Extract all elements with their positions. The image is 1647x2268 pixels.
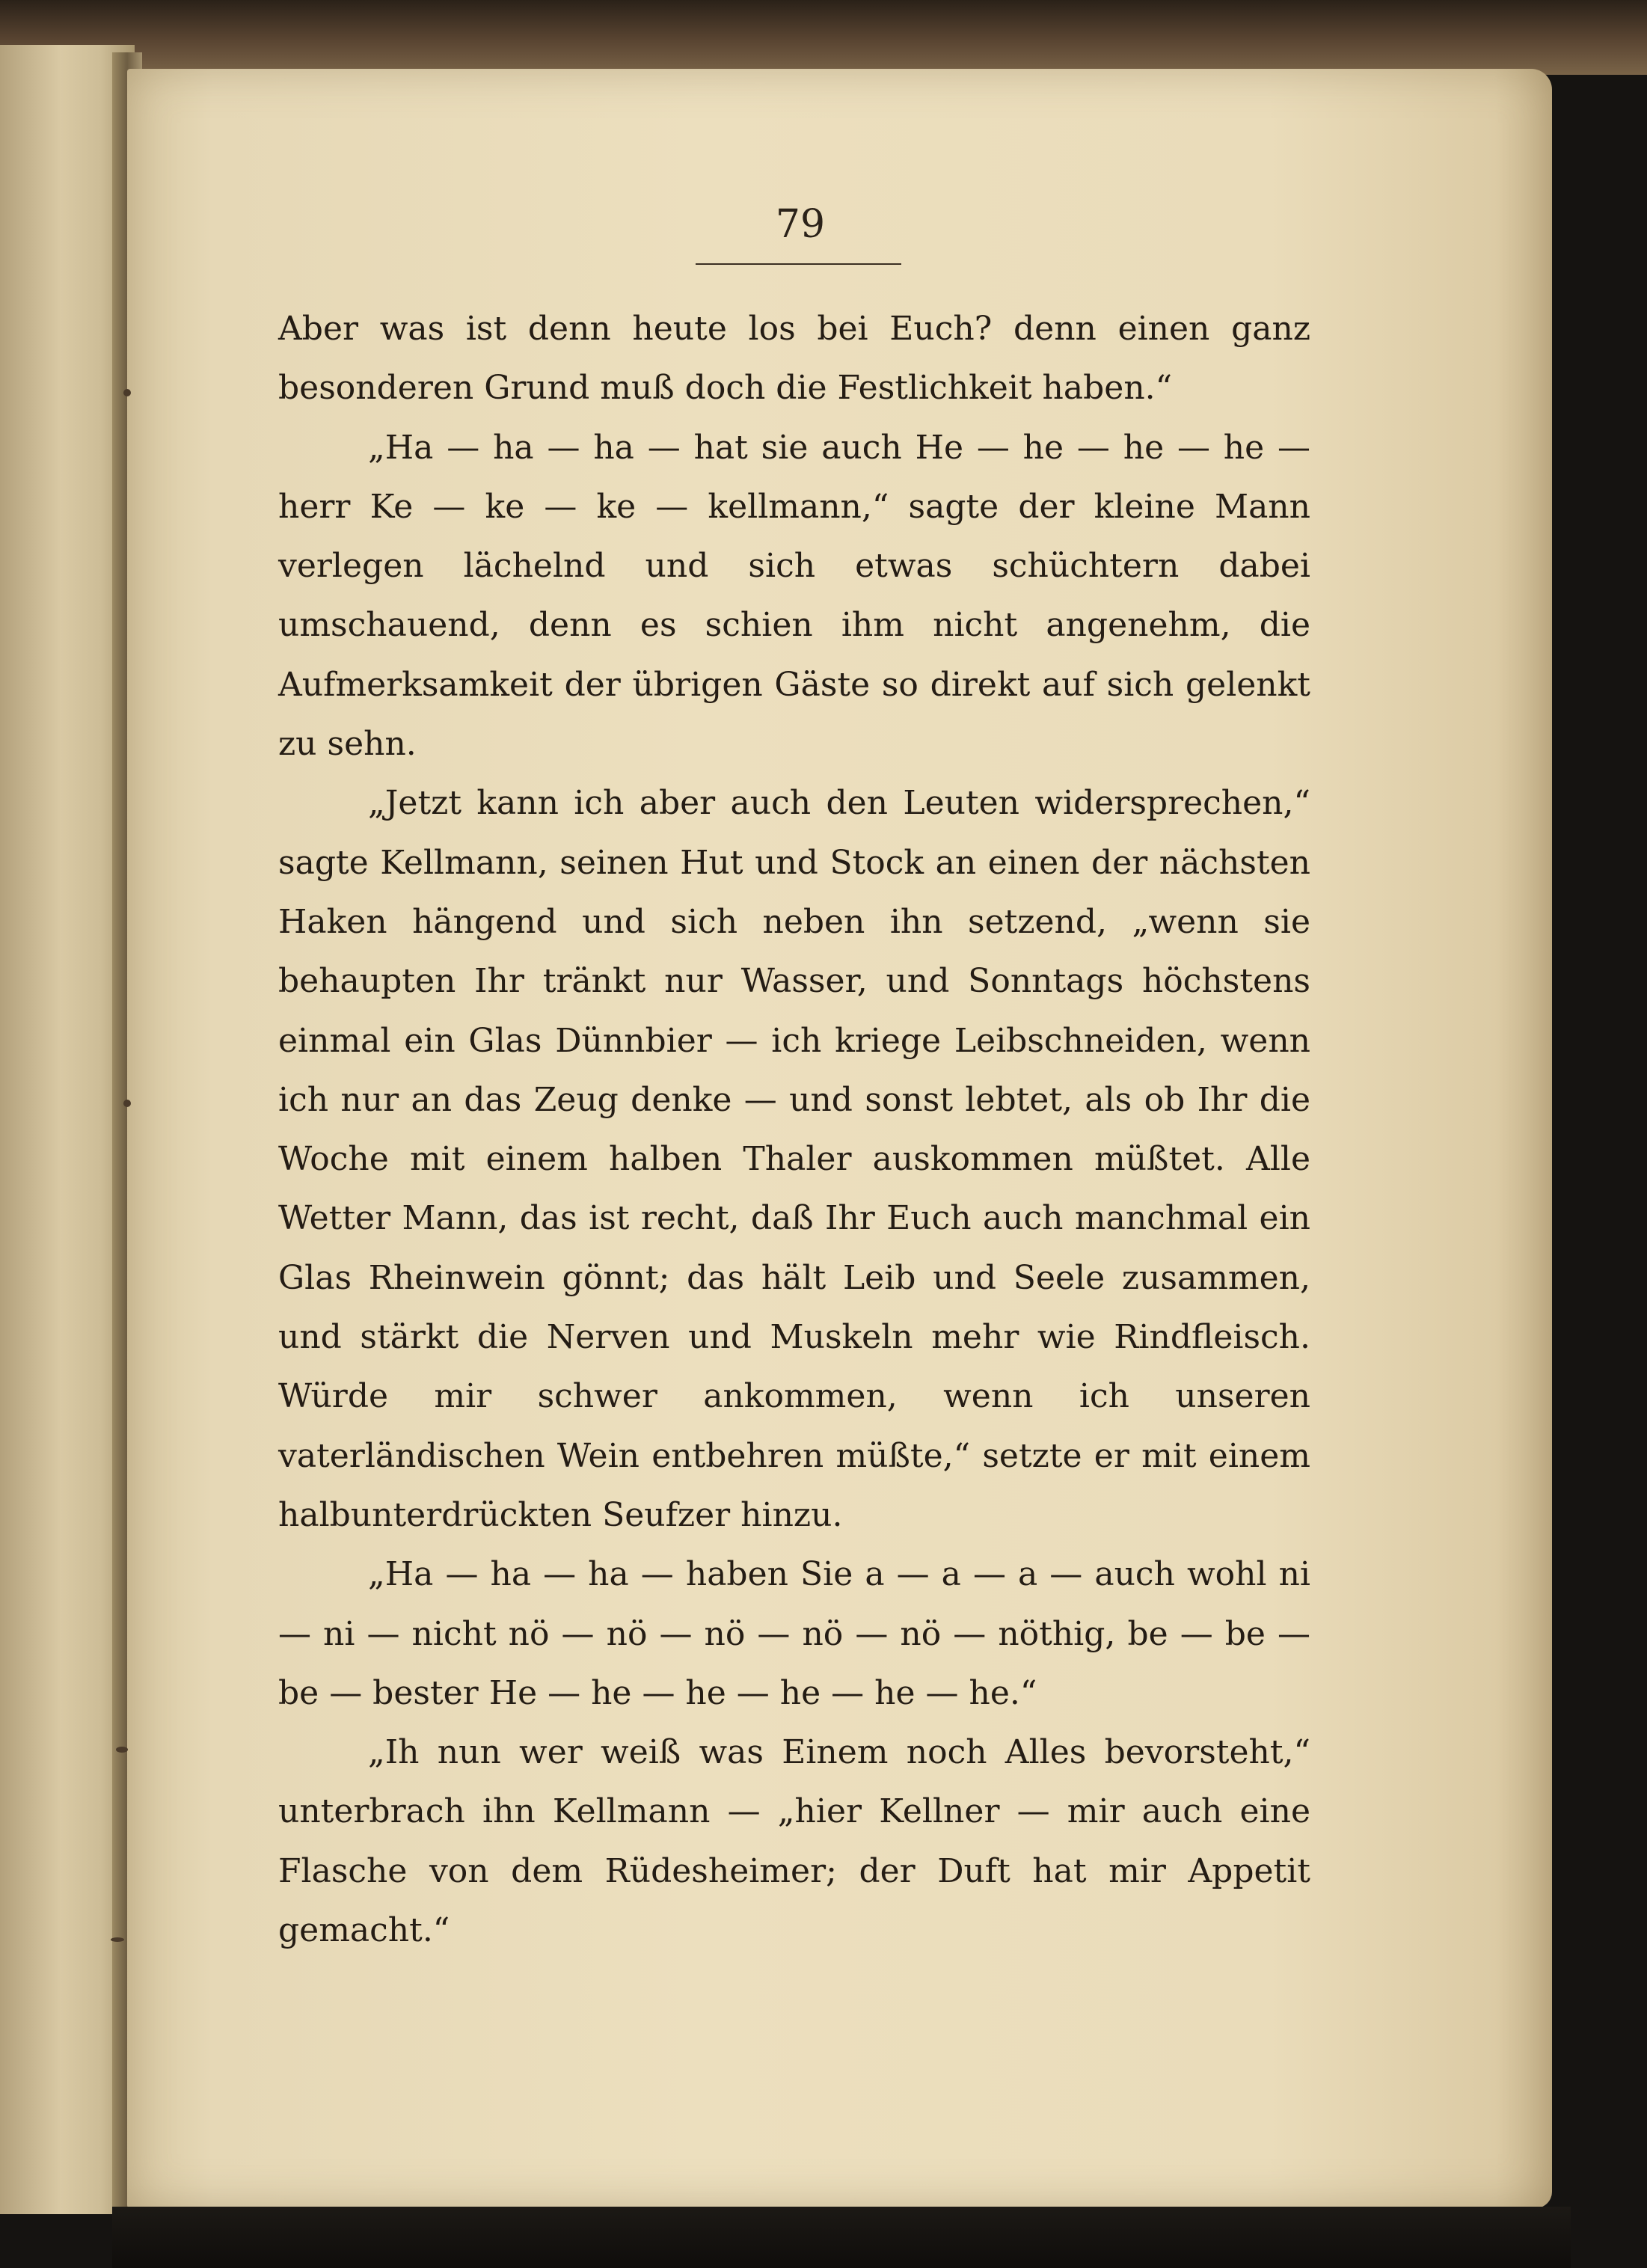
paragraph: „Ha — ha — ha — hat sie auch He — he — he — he — herr Ke — ke — ke — kellmann,“ sagte der kleine Mann verlegen lächelnd und sich etwas schüchtern dabei umschauend, denn es schien ihm nicht angenehm, die Aufmerksamkeit der übrigen Gäste so direkt auf sich gelenkt zu sehn.	[278, 428, 1310, 764]
scan-bottom-edge	[112, 2207, 1571, 2268]
paragraph: „Jetzt kann ich aber auch den Leuten widersprechen,“ sagte Kellmann, seinen Hut und Stock an einen der nächsten Haken hängend und sich neben ihn setzend, „wenn sie behaupten Ihr tränkt nur Wasser, und Sonntags höchstens einmal ein Glas Dünnbier — ich kriege Leibschneiden, wenn ich nur an das Zeug denke — und sonst lebtet, als ob Ihr die Woche mit einem halben Thaler auskommen müßtet. Alle Wetter Mann, das ist recht, daß Ihr Euch auch manchmal ein Glas Rheinwein gönnt; das hält Leib und Seele zusammen, und stärkt die Nerven und Muskeln mehr wie Rindfleisch. Würde mir schwer ankommen, wenn ich unseren vaterländischen Wein entbehren müßte,“ setzte er mit einem halbunterdrückten Seufzer hinzu.	[278, 784, 1310, 1534]
paragraph: Aber was ist denn heute los bei Euch? denn einen ganz besonderen Grund muß doch die Festlichkeit haben.“	[278, 310, 1310, 408]
paragraph: „Ih nun wer weiß was Einem noch Alles bevorsteht,“ unterbrach ihn Kellmann — „hier Kellner — mir auch eine Flasche von dem Rüdesheimer; der Duft hat mir Appetit gemacht.“	[278, 1733, 1310, 1950]
header-rule	[696, 263, 901, 265]
page-number: 79	[775, 202, 826, 247]
margin-mark	[123, 1100, 131, 1107]
margin-mark	[111, 1937, 124, 1942]
paragraph: „Ha — ha — ha — haben Sie a — a — a — auch wohl ni — ni — nicht nö — nö — nö — nö — nö — nöthig, be — be — be — bester He — he — he — he — he — he.“	[278, 1555, 1310, 1712]
page-body-text	[278, 299, 1310, 1960]
margin-mark	[123, 389, 131, 396]
book-cover-edge	[0, 0, 1647, 75]
margin-mark	[116, 1747, 128, 1753]
